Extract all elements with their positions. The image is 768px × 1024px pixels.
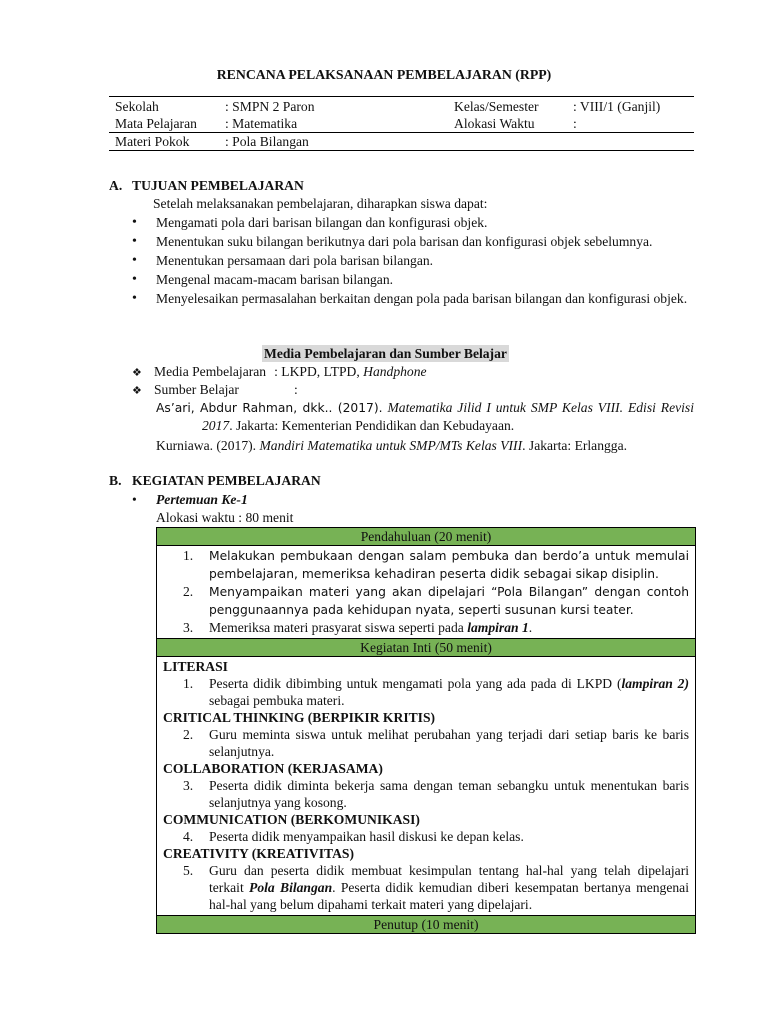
goal-item: • Mengenal macam-macam barisan bilangan. <box>132 271 695 288</box>
activities-table <box>156 527 696 934</box>
allocation-text: Alokasi waktu : 80 menit <box>156 510 294 525</box>
core-step: 3. Peserta didik diminta bekerja sama dengan teman sebangku untuk menentukan baris selanjutnya yang kosong. <box>183 778 689 810</box>
reference-1 <box>156 399 694 434</box>
meeting-row: • Pertemuan Ke-1 <box>132 492 248 507</box>
class-value: : VIII/1 (Ganjil) <box>567 97 694 116</box>
ref2-title: Mandiri Matematika untuk SMP/MTs Kelas VIII <box>259 438 523 453</box>
goal-item: • Menyelesaikan permasalahan berkaitan dengan pola pada barisan bilangan dan konfigurasi objek. <box>132 290 695 307</box>
closing-bar: Penutup (10 menit) <box>157 915 695 933</box>
document-title: RENCANA PELAKSANAAN PEMBELAJARAN (RPP) <box>216 67 552 82</box>
time-value: : <box>573 116 577 131</box>
section-a-intro: Setelah melaksanakan pembelajaran, diharapkan siswa dapat: <box>153 196 488 211</box>
diamond-bullet-icon: ❖ <box>132 385 142 397</box>
critical-heading: CRITICAL THINKING (BERPIKIR KRITIS) <box>163 710 436 725</box>
ref2-authors: Kurniawa. (2017). <box>156 438 257 453</box>
subject-value: : Matematika <box>225 116 298 131</box>
creativity-heading: CREATIVITY (KREATIVITAS) <box>163 846 354 861</box>
core-step: 2. Guru meminta siswa untuk melihat perubahan yang terjadi dari setiap baris ke baris selanjutnya. <box>183 727 689 759</box>
literasi-heading: LITERASI <box>163 659 228 674</box>
goal-item: • Mengamati pola dari barisan bilangan dan konfigurasi objek. <box>132 214 695 231</box>
media-value-italic: Handphone <box>363 364 427 379</box>
core-bar: Kegiatan Inti (50 menit) <box>157 638 695 657</box>
goal-item: • Menentukan persamaan dari pola barisan bilangan. <box>132 252 695 269</box>
section-a-heading: TUJUAN PEMBELAJARAN <box>132 178 304 193</box>
topic-label: Materi Pokok <box>109 133 219 151</box>
reference-2 <box>156 437 694 454</box>
identity-table <box>109 96 694 151</box>
time-label: Alokasi Waktu <box>454 116 535 131</box>
ref1-title: Matematika Jilid I untuk SMP Kelas VIII. Edisi Revisi 2017 <box>202 400 694 433</box>
core-step: 5. Guru dan peserta didik membuat kesimpulan tentang hal-hal yang telah dipelajari terkait Pola Bilangan. Peserta didik kemudian diberi kesempatan bertanya mengenai hal-hal yang belum dipahami terkait materi yang dipelajari. <box>183 863 689 912</box>
goal-item: • Menentukan suku bilangan berikutnya dari pola barisan dan konfigurasi objek sebelumnya. <box>132 233 695 250</box>
topic-value: : Pola Bilangan <box>219 133 448 151</box>
media-value: : LKPD, LTPD, <box>274 364 360 379</box>
communication-heading: COMMUNICATION (BERKOMUNIKASI) <box>163 812 420 827</box>
section-b-letter: B. <box>109 473 122 488</box>
class-label: Kelas/Semester <box>448 97 567 116</box>
media-label: Media Pembelajaran <box>154 364 267 379</box>
source-label: Sumber Belajar <box>154 382 239 397</box>
ref2-rest: . Jakarta: Erlangga. <box>522 438 628 453</box>
core-cell <box>157 657 695 915</box>
intro-bar: Pendahuluan (20 menit) <box>157 528 695 546</box>
ref1-authors: As’ari, Abdur Rahman, dkk.. (2017). <box>156 401 383 415</box>
source-row <box>132 381 298 400</box>
intro-cell <box>157 546 695 638</box>
media-heading: Media Pembelajaran dan Sumber Belajar <box>264 346 507 361</box>
goals-list <box>132 214 695 309</box>
intro-step: 3. Memeriksa materi prasyarat siswa seperti pada lampiran 1. <box>183 620 533 635</box>
intro-step: 1. Melakukan pembukaan dengan salam pembuka dan berdo’a untuk memulai pembelajaran, memeriksa kehadiran peserta didik sebagai sikap disiplin. <box>183 548 689 581</box>
school-value: : SMPN 2 Paron <box>219 97 448 116</box>
source-value: : <box>294 382 298 397</box>
subject-label: Mata Pelajaran <box>115 116 197 131</box>
core-step: 1. Peserta didik dibimbing untuk mengamati pola yang ada pada di LKPD (lampiran 2) sebagai pembuka materi. <box>183 676 690 708</box>
meeting-label: Pertemuan Ke-1 <box>156 492 248 507</box>
core-step: 4. Peserta didik menyampaikan hasil diskusi ke depan kelas. <box>183 829 524 844</box>
diamond-bullet-icon: ❖ <box>132 367 142 379</box>
media-row <box>132 363 427 382</box>
collaboration-heading: COLLABORATION (KERJASAMA) <box>163 761 383 776</box>
section-b-heading: KEGIATAN PEMBELAJARAN <box>132 473 321 488</box>
section-a-letter: A. <box>109 178 123 193</box>
ref1-rest: . Jakarta: Kementerian Pendidikan dan Kebudayaan. <box>229 418 515 433</box>
intro-step: 2. Menyampaikan materi yang akan dipelajari “Pola Bilangan” dengan contoh penggunaannya pada kehidupan nyata, seperti susunan kursi teater. <box>183 584 689 617</box>
school-label: Sekolah <box>109 97 219 116</box>
